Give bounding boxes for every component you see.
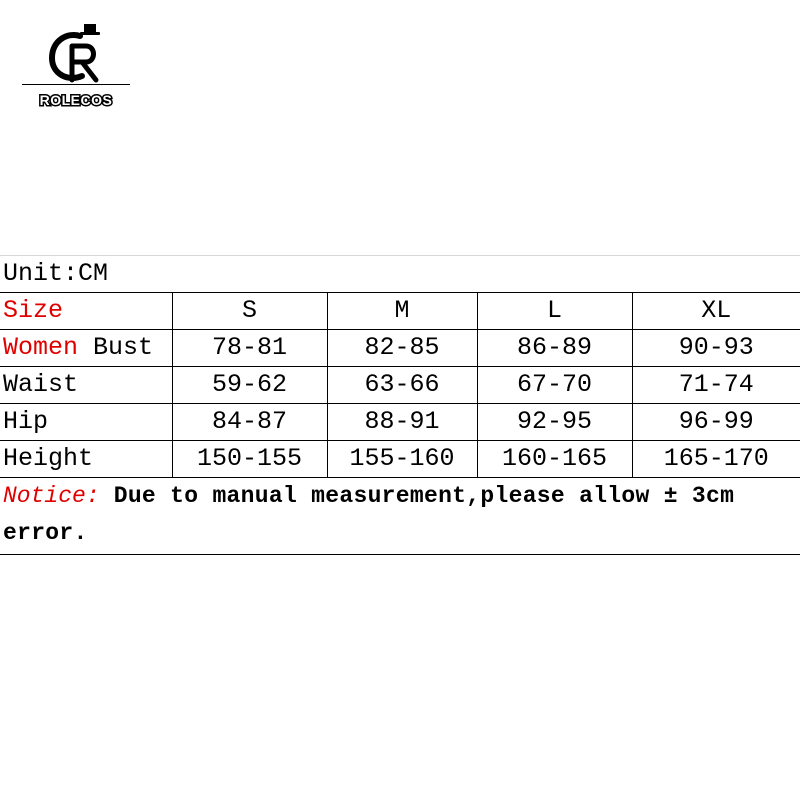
- rolecos-monogram-icon: [46, 22, 110, 84]
- row-label-height: [0, 441, 172, 478]
- table-cell: 150-155: [172, 441, 327, 478]
- table-cell: 160-165: [477, 441, 632, 478]
- notice-row: [0, 478, 800, 555]
- row-label-main: Hip: [3, 407, 49, 436]
- table-row: [0, 367, 800, 404]
- table-cell: 88-91: [327, 404, 477, 441]
- row-label-hip: [0, 404, 172, 441]
- size-label: Size: [0, 293, 172, 330]
- size-header-m: M: [327, 293, 477, 330]
- row-label-prefix: Women: [3, 333, 79, 362]
- table-cell: 155-160: [327, 441, 477, 478]
- unit-label: Unit:CM: [0, 256, 800, 293]
- table-cell: 86-89: [477, 330, 632, 367]
- rolecos-wordmark: [28, 90, 124, 110]
- table-row: [0, 404, 800, 441]
- size-header-row: [0, 293, 800, 330]
- table-cell: 71-74: [632, 367, 800, 404]
- table-cell: 59-62: [172, 367, 327, 404]
- unit-row: [0, 256, 800, 293]
- row-label-waist: [0, 367, 172, 404]
- table-cell: 78-81: [172, 330, 327, 367]
- table-cell: 92-95: [477, 404, 632, 441]
- table-cell: 67-70: [477, 367, 632, 404]
- table-cell: 82-85: [327, 330, 477, 367]
- row-label-bust: [0, 330, 172, 367]
- size-header-l: L: [477, 293, 632, 330]
- notice-label: Notice:: [3, 483, 100, 509]
- table-cell: 165-170: [632, 441, 800, 478]
- table-cell: 63-66: [327, 367, 477, 404]
- logo-divider: [22, 84, 130, 85]
- row-label-main: Height: [3, 444, 94, 473]
- row-label-main: Waist: [3, 370, 79, 399]
- table-row: [0, 441, 800, 478]
- table-cell: 84-87: [172, 404, 327, 441]
- size-chart-table: [0, 255, 800, 555]
- table-cell: 90-93: [632, 330, 800, 367]
- row-label-main: Bust: [78, 333, 154, 362]
- svg-text:ROLECOS: ROLECOS: [39, 92, 113, 108]
- table-cell: 96-99: [632, 404, 800, 441]
- notice-cell: [0, 478, 800, 555]
- brand-logo: [22, 22, 132, 114]
- size-header-s: S: [172, 293, 327, 330]
- size-header-xl: XL: [632, 293, 800, 330]
- table-row: [0, 330, 800, 367]
- notice-text: Due to manual measurement,please allow ± 3cm error.: [3, 483, 735, 546]
